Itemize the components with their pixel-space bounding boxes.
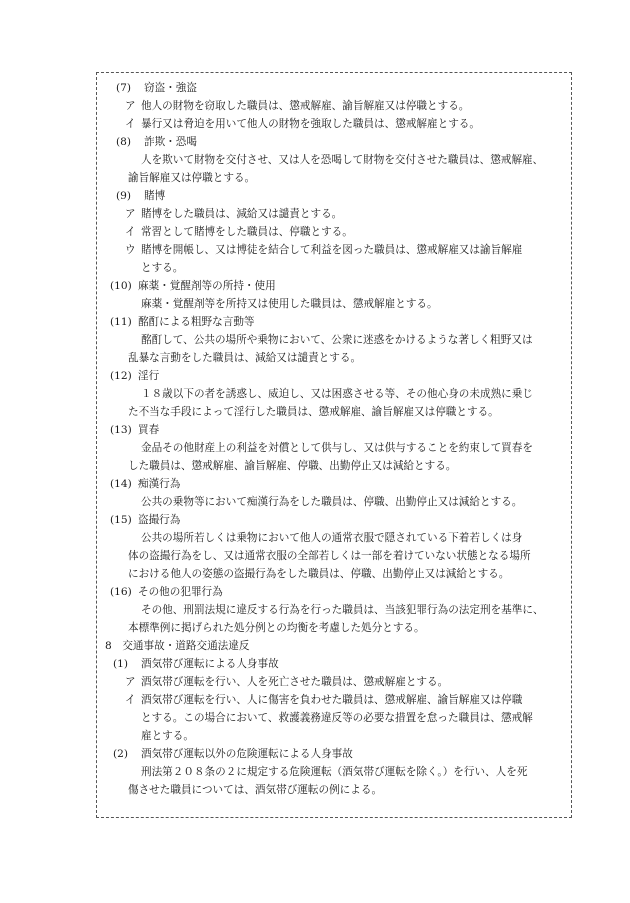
paragraph-line: 公共の乗物等において痴漢行為をした職員は、停職、出勤停止又は減給とする。: [141, 496, 523, 508]
list-item: ア 他人の財物を窃取した職員は、懲戒解雇、諭旨解雇又は停職とする。: [125, 100, 470, 112]
section-heading: (11) 酩酊による粗野な言動等: [110, 316, 255, 328]
paragraph-line: 体の盗撮行為をし、又は通常衣服の全部若しくは一部を着けていない状態となる場所: [128, 550, 531, 562]
list-item: ア 酒気帯び運転を行い、人を死亡させた職員は、懲戒解雇とする。: [125, 676, 449, 688]
section-heading: (1) 酒気帯び運転による人身事故: [113, 658, 279, 670]
list-item: イ 暴行又は脅迫を用いて他人の財物を強取した職員は、懲戒解雇とする。: [125, 118, 480, 130]
list-item: ア 賭博をした職員は、減給又は譴責とする。: [125, 208, 343, 220]
list-item: イ 常習として賭博をした職員は、停職とする。: [125, 226, 353, 238]
paragraph-line: た不当な手段によって淫行した職員は、懲戒解雇、諭旨解雇又は停職とする。: [128, 406, 499, 418]
section-heading: (12) 淫行: [110, 370, 160, 382]
list-item: イ 酒気帯び運転を行い、人に傷害を負わせた職員は、懲戒解雇、諭旨解雇又は停職: [125, 694, 523, 706]
section-heading: (16) その他の犯罪行為: [110, 586, 223, 598]
section-heading: (14) 痴漢行為: [110, 478, 181, 490]
paragraph-line: 金品その他財産上の利益を対償として供与し、又は供与することを約束して買春を: [141, 442, 533, 454]
paragraph-line: 乱暴な言動をした職員は、減給又は譴責とする。: [128, 352, 362, 364]
paragraph-line: 傷させた職員については、酒気帯び運転の例による。: [128, 784, 383, 796]
section-heading: (7) 窃盗・強盗: [116, 82, 197, 94]
section-heading: (13) 買春: [110, 424, 160, 436]
paragraph-line: 諭旨解雇又は停職とする。: [128, 172, 256, 184]
chapter-heading: 8 交通事故・道路交通法違反: [105, 640, 250, 652]
paragraph-line: における他人の姿態の盗撮行為をした職員は、停職、出勤停止又は減給とする。: [128, 568, 510, 580]
paragraph-line: 刑法第２０８条の２に規定する危険運転（酒気帯び運転を除く。）を行い、人を死: [141, 766, 528, 778]
section-heading: (9) 賭博: [116, 190, 166, 202]
paragraph-line: 麻薬・覚醒剤等を所持又は使用した職員は、懲戒解雇とする。: [141, 298, 438, 310]
section-heading: (2) 酒気帯び運転以外の危険運転による人身事故: [113, 748, 353, 760]
section-heading: (15) 盗撮行為: [110, 514, 181, 526]
paragraph-line: 本標準例に掲げられた処分例との均衡を考慮した処分とする。: [128, 622, 425, 634]
section-heading: (8) 詐欺・恐喝: [116, 136, 197, 148]
paragraph-line: とする。この場合において、救護義務違反等の必要な措置を怠った職員は、懲戒解: [141, 712, 533, 724]
paragraph-line: 酩酊して、公共の場所や乗物において、公衆に迷惑をかけるような著しく粗野又は: [141, 334, 533, 346]
paragraph-line: とする。: [141, 262, 184, 274]
list-item: ウ 賭博を開帳し、又は博徒を結合して利益を図った職員は、懲戒解雇又は諭旨解雇: [125, 244, 523, 256]
paragraph-line: その他、刑罰法規に違反する行為を行った職員は、当該犯罪行為の法定刑を基準に、: [141, 604, 544, 616]
section-heading: (10) 麻薬・覚醒剤等の所持・使用: [110, 280, 276, 292]
paragraph-line: 雇とする。: [141, 730, 194, 742]
paragraph-line: した職員は、懲戒解雇、諭旨解雇、停職、出勤停止又は減給とする。: [128, 460, 457, 472]
paragraph-line: 人を欺いて財物を交付させ、又は人を恐喝して財物を交付させた職員は、懲戒解雇、: [141, 154, 544, 166]
paragraph-line: １８歳以下の者を誘惑し、威迫し、又は困惑させる等、その他心身の未成熟に乗じ: [141, 388, 533, 400]
paragraph-line: 公共の場所若しくは乗物において他人の通常衣服で隠されている下着若しくは身: [141, 532, 523, 544]
